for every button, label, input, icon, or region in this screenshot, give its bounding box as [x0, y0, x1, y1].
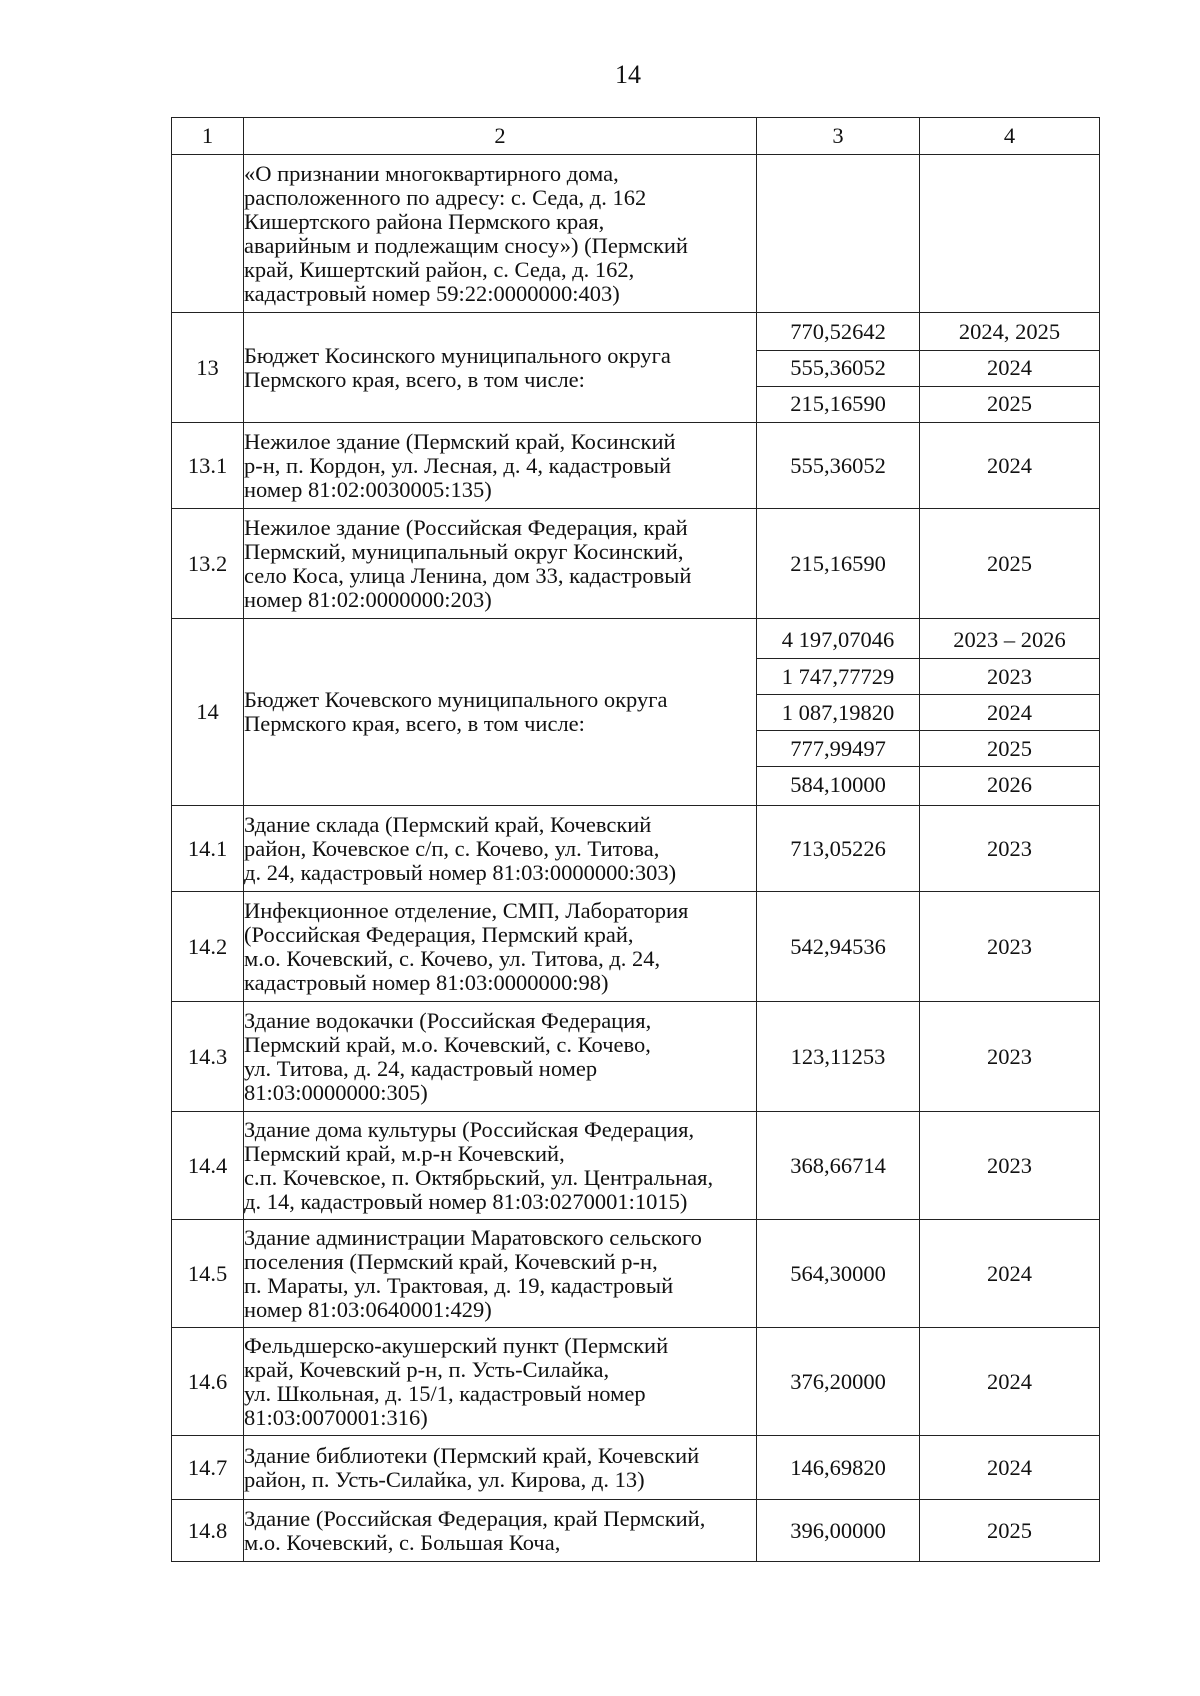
- year-cell: 2024: [920, 1436, 1100, 1500]
- description-cell: [244, 1500, 757, 1562]
- row-number-cell: [172, 155, 244, 313]
- header-cell: 4: [920, 118, 1100, 155]
- table-header-row: [172, 118, 1100, 155]
- table-row: [172, 423, 1100, 509]
- table-row: [172, 509, 1100, 619]
- description-cell: [244, 892, 757, 1002]
- year-subcell: 2024: [920, 694, 1099, 730]
- amount-subcell: 777,99497: [757, 730, 919, 766]
- amount-cell: 146,69820: [757, 1436, 920, 1500]
- description-line: район, п. Усть-Силайка, ул. Кирова, д. 13): [244, 1466, 645, 1492]
- description-cell: [244, 423, 757, 509]
- amount-subcell: 215,16590: [757, 386, 919, 422]
- amount-subcell: 555,36052: [757, 350, 919, 386]
- year-cell: 2024: [920, 1220, 1100, 1328]
- description-cell: [244, 806, 757, 892]
- table-row: [172, 1002, 1100, 1112]
- description-line: район, Кочевское с/п, с. Кочево, ул. Титова,: [244, 835, 660, 861]
- description-line: село Коса, улица Ленина, дом 33, кадастровый: [244, 562, 692, 588]
- amount-cell: 713,05226: [757, 806, 920, 892]
- row-number-cell: 14.7: [172, 1436, 244, 1500]
- year-cell: [920, 313, 1100, 423]
- table-row: [172, 892, 1100, 1002]
- amount-subcell: 4 197,07046: [781, 627, 895, 652]
- year-cell: [920, 619, 1100, 806]
- row-number-cell: 14: [172, 619, 244, 806]
- table-row: [172, 155, 1100, 313]
- page-number: 14: [615, 60, 641, 89]
- year-cell: 2023: [920, 1112, 1100, 1220]
- description-cell: [244, 1002, 757, 1112]
- description-cell: [244, 1328, 757, 1436]
- row-number-cell: 14.8: [172, 1500, 244, 1562]
- description-line: край, Кишертский район, с. Седа, д. 162,: [244, 256, 635, 282]
- description-line: м.о. Кочевский, с. Большая Коча,: [244, 1529, 561, 1555]
- table-row: [172, 619, 1100, 806]
- table-body: [172, 118, 1100, 1562]
- description-cell: [244, 313, 757, 423]
- description-line: поселения (Пермский край, Кочевский р-н,: [244, 1248, 658, 1274]
- amount-subcell: 584,10000: [757, 766, 919, 802]
- description-line: п. Мараты, ул. Трактовая, д. 19, кадастровый: [244, 1272, 674, 1298]
- year-cell: 2025: [920, 1500, 1100, 1562]
- description-line: «О признании многоквартирного дома,: [244, 160, 619, 186]
- description-cell: [244, 619, 757, 806]
- row-number-cell: 14.5: [172, 1220, 244, 1328]
- budget-table: [171, 117, 1100, 1562]
- description-line: номер 81:03:0640001:429): [244, 1296, 492, 1322]
- amount-cell: 368,66714: [757, 1112, 920, 1220]
- row-number-cell: 14.3: [172, 1002, 244, 1112]
- description-line: Нежилое здание (Российская Федерация, край: [244, 514, 688, 540]
- description-line: Пермский, муниципальный округ Косинский,: [244, 538, 684, 564]
- table-row: [172, 1500, 1100, 1562]
- header-cell: 3: [757, 118, 920, 155]
- description-line: д. 24, кадастровый номер 81:03:0000000:303): [244, 859, 677, 885]
- row-number-cell: 14.2: [172, 892, 244, 1002]
- row-number-cell: 14.6: [172, 1328, 244, 1436]
- year-cell: 2023: [920, 806, 1100, 892]
- table-row: [172, 1436, 1100, 1500]
- table-row: [172, 1328, 1100, 1436]
- description-line: Пермский край, м.о. Кочевский, с. Кочево,: [244, 1031, 651, 1057]
- amount-cell: 542,94536: [757, 892, 920, 1002]
- year-cell: 2023: [920, 1002, 1100, 1112]
- year-cell: 2024: [920, 423, 1100, 509]
- description-line: кадастровый номер 81:03:0000000:98): [244, 969, 609, 995]
- description-cell: [244, 509, 757, 619]
- description-line: Кишертского района Пермского края,: [244, 208, 605, 234]
- description-line: с.п. Кочевское, п. Октябрьский, ул. Центральная,: [244, 1164, 714, 1190]
- row-number-cell: 13.2: [172, 509, 244, 619]
- amount-cell: 555,36052: [757, 423, 920, 509]
- year-subcell: 2023: [920, 658, 1099, 694]
- row-number-cell: 14.4: [172, 1112, 244, 1220]
- description-line: Здание (Российская Федерация, край Пермский,: [244, 1505, 706, 1531]
- year-cell: [920, 155, 1100, 313]
- year-cell: 2024: [920, 1328, 1100, 1436]
- amount-cell: 396,00000: [757, 1500, 920, 1562]
- year-subcell: 2023 – 2026: [953, 627, 1066, 652]
- description-line: кадастровый номер 59:22:0000000:403): [244, 280, 620, 306]
- amount-cell: 215,16590: [757, 509, 920, 619]
- description-line: край, Кочевский р-н, п. Усть-Силайка,: [244, 1356, 610, 1382]
- description-cell: [244, 155, 757, 313]
- header-cell: 1: [172, 118, 244, 155]
- description-line: 81:03:0000000:305): [244, 1079, 428, 1105]
- year-subcell: 2024: [920, 350, 1099, 386]
- description-line: номер 81:02:0000000:203): [244, 586, 492, 612]
- table-row: [172, 1112, 1100, 1220]
- amount-cell: 376,20000: [757, 1328, 920, 1436]
- year-subcell: 2026: [920, 766, 1099, 802]
- description-cell: [244, 1220, 757, 1328]
- year-subcell: 2025: [920, 386, 1099, 422]
- description-line: Нежилое здание (Пермский край, Косинский: [244, 428, 676, 454]
- amount-cell: [757, 619, 920, 806]
- description-line: Здание библиотеки (Пермский край, Кочевский: [244, 1442, 700, 1468]
- description-line: м.о. Кочевский, с. Кочево, ул. Титова, д. 24,: [244, 945, 661, 971]
- row-number-cell: 13.1: [172, 423, 244, 509]
- amount-cell: 123,11253: [757, 1002, 920, 1112]
- description-line: (Российская Федерация, Пермский край,: [244, 921, 634, 947]
- row-number-cell: 14.1: [172, 806, 244, 892]
- amount-subcell: 770,52642: [790, 318, 886, 344]
- row-number-cell: 13: [172, 313, 244, 423]
- description-line: Пермский край, м.р-н Кочевский,: [244, 1140, 565, 1166]
- description-line: р-н, п. Кордон, ул. Лесная, д. 4, кадастровый: [244, 452, 671, 478]
- description-line: Здание дома культуры (Российская Федерация,: [244, 1116, 695, 1142]
- header-cell: 2: [244, 118, 757, 155]
- description-cell: [244, 1436, 757, 1500]
- description-line: Бюджет Косинского муниципального округа: [244, 342, 671, 368]
- amount-cell: [757, 155, 920, 313]
- description-line: Инфекционное отделение, СМП, Лаборатория: [244, 897, 689, 923]
- description-line: д. 14, кадастровый номер 81:03:0270001:1015): [244, 1188, 688, 1214]
- description-line: номер 81:02:0030005:135): [244, 476, 492, 502]
- description-cell: [244, 1112, 757, 1220]
- table-row: [172, 313, 1100, 423]
- amount-cell: 564,30000: [757, 1220, 920, 1328]
- table-row: [172, 806, 1100, 892]
- description-line: аварийным и подлежащим сносу») (Пермский: [244, 232, 688, 258]
- description-line: Фельдшерско-акушерский пункт (Пермский: [244, 1332, 669, 1358]
- description-line: Бюджет Кочевского муниципального округа: [244, 687, 668, 712]
- description-line: Пермского края, всего, в том числе:: [244, 711, 585, 736]
- year-subcell: 2025: [920, 730, 1099, 766]
- description-line: расположенного по адресу: с. Седа, д. 162: [244, 184, 647, 210]
- amount-subcell: 1 747,77729: [757, 658, 919, 694]
- description-line: Здание склада (Пермский край, Кочевский: [244, 811, 652, 837]
- year-cell: 2023: [920, 892, 1100, 1002]
- description-line: 81:03:0070001:316): [244, 1404, 428, 1430]
- description-line: Здание администрации Маратовского сельского: [244, 1224, 702, 1250]
- table-row: [172, 1220, 1100, 1328]
- amount-cell: [757, 313, 920, 423]
- year-cell: 2025: [920, 509, 1100, 619]
- description-line: Здание водокачки (Российская Федерация,: [244, 1007, 652, 1033]
- amount-subcell: 1 087,19820: [757, 694, 919, 730]
- year-subcell: 2024, 2025: [958, 318, 1061, 344]
- description-line: ул. Титова, д. 24, кадастровый номер: [244, 1055, 598, 1081]
- description-line: Пермского края, всего, в том числе:: [244, 366, 585, 392]
- description-line: ул. Школьная, д. 15/1, кадастровый номер: [244, 1380, 646, 1406]
